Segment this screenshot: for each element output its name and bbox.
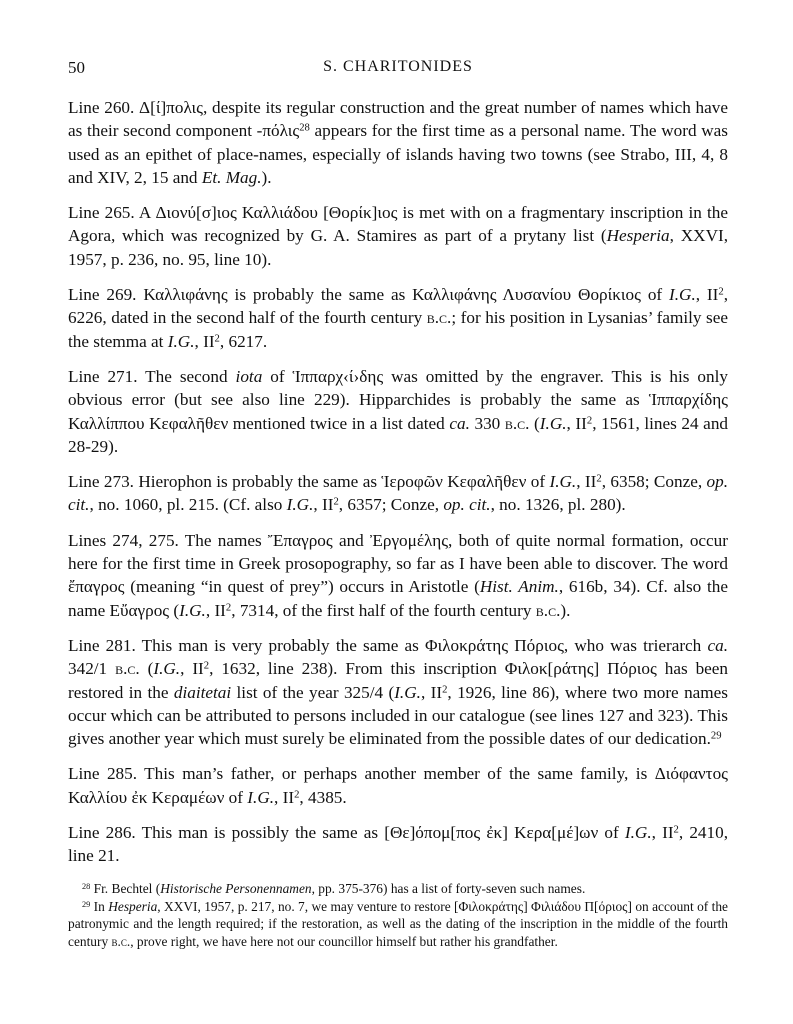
footnote-29: $^{29}$ In Hesperia, XXVI, 1957, p. 217, no. 7, we may venture to restore [Φιλοκράτης] Φιλιάδου Π[όριος] on account of the patronymic and the length required; if the restoration, as well as the dating of the inscription in the middle of the fourth century b.c., prove right, we have here not our councillor himself but rather his grandfather. <box>68 898 728 949</box>
commentary-line-285: Line 285. This man’s father, or perhaps another member of the same family, is Διόφαντος Καλλίου ἐκ Κεραμέων of I.G., $II^2$, 4385. <box>68 764 728 807</box>
commentary-line-281: Line 281. This man is very probably the same as Φιλοκράτης Πόριος, who was trierarch ca. 342/1 b.c. (I.G., $II^2$, 1632, line 238). From this inscription Φιλοκ[ράτης] Πόριος has been restored in the diaitetai list of the year 325/4 (I.G., $II^2$, 1926, line 86), where two more names occur which can be attributed to persons included in our catalogue (see lines 127 and 323). This gives another year which must surely be eliminated from the possible dates of our dedication.$^{29}$ <box>68 635 729 749</box>
commentary-lines-274-275: Lines 274, 275. The names Ἔπαγρος and Ἐργομέλης, both of quite normal formation, occur here for the first time in Greek prosopography, so far as I have been able to discover. The word ἔπαγρος (meaning “in quest of prey”) occurs in Aristotle (Hist. Anim., 616b, 34). Cf. also the name Εὔαγρος (I.G., $II^2$, 7314, of the first half of the fourth century b.c.). <box>68 530 728 620</box>
main-text <box>68 96 728 880</box>
page-number: 50 <box>68 58 85 77</box>
commentary-line-286: Line 286. This man is possibly the same as [Θε]όπομ[πος ἐκ] Κερα[μέ]ων of I.G., $II^2$, 2410, line 21. <box>68 823 728 866</box>
page-header <box>68 58 728 80</box>
commentary-line-271: Line 271. The second iota of Ἱππαρχ‹ί›δης was omitted by the engraver. This is his only obvious error (but see also line 229). Hipparchides is probably the same as Ἱππαρχίδης Καλλίππου Κεφαλῆθεν mentioned twice in a list dated ca. 330 b.c. (I.G., $II^2$, 1561, lines 24 and 28-29). <box>68 366 729 456</box>
running-head: S. CHARITONIDES <box>323 58 473 75</box>
footnote-28: $^{28}$ Fr. Bechtel (Historische Personennamen, pp. 375-376) has a list of forty-seven such names. <box>82 881 586 896</box>
commentary-line-260: Line 260. Δ[ί]πολις, despite its regular construction and the great number of names which have as their second component -πόλις$^{28}$ appears for the first time as a personal name. The word was used as an epithet of place-names, especially of islands having two towns (see Strabo, III, 4, 8 and XIV, 2, 15 and Et. Mag.). <box>68 98 728 187</box>
footnotes <box>68 880 728 950</box>
commentary-line-273: Line 273. Hierophon is probably the same as Ἱεροφῶν Κεφαλῆθεν of I.G., $II^2$, 6358; Conze, op. cit., no. 1060, pl. 215. (Cf. also I.G., $II^2$, 6357; Conze, op. cit., no. 1326, pl. 280). <box>68 472 728 515</box>
commentary-line-269: Line 269. Καλλιφάνης is probably the same as Καλλιφάνης Λυσανίου Θορίκιος of I.G., $II^2$, 6226, dated in the second half of the fourth century b.c.; for his position in Lysanias’ family see the stemma at I.G., $II^2$, 6217. <box>68 285 728 351</box>
commentary-line-265: Line 265. A Διονύ[σ]ιος Καλλιάδου [Θορίκ]ιος is met with on a fragmentary inscription in the Agora, which was recognized by G. A. Stamires as part of a prytany list (Hesperia, XXVI, 1957, p. 236, no. 95, line 10). <box>68 203 728 269</box>
